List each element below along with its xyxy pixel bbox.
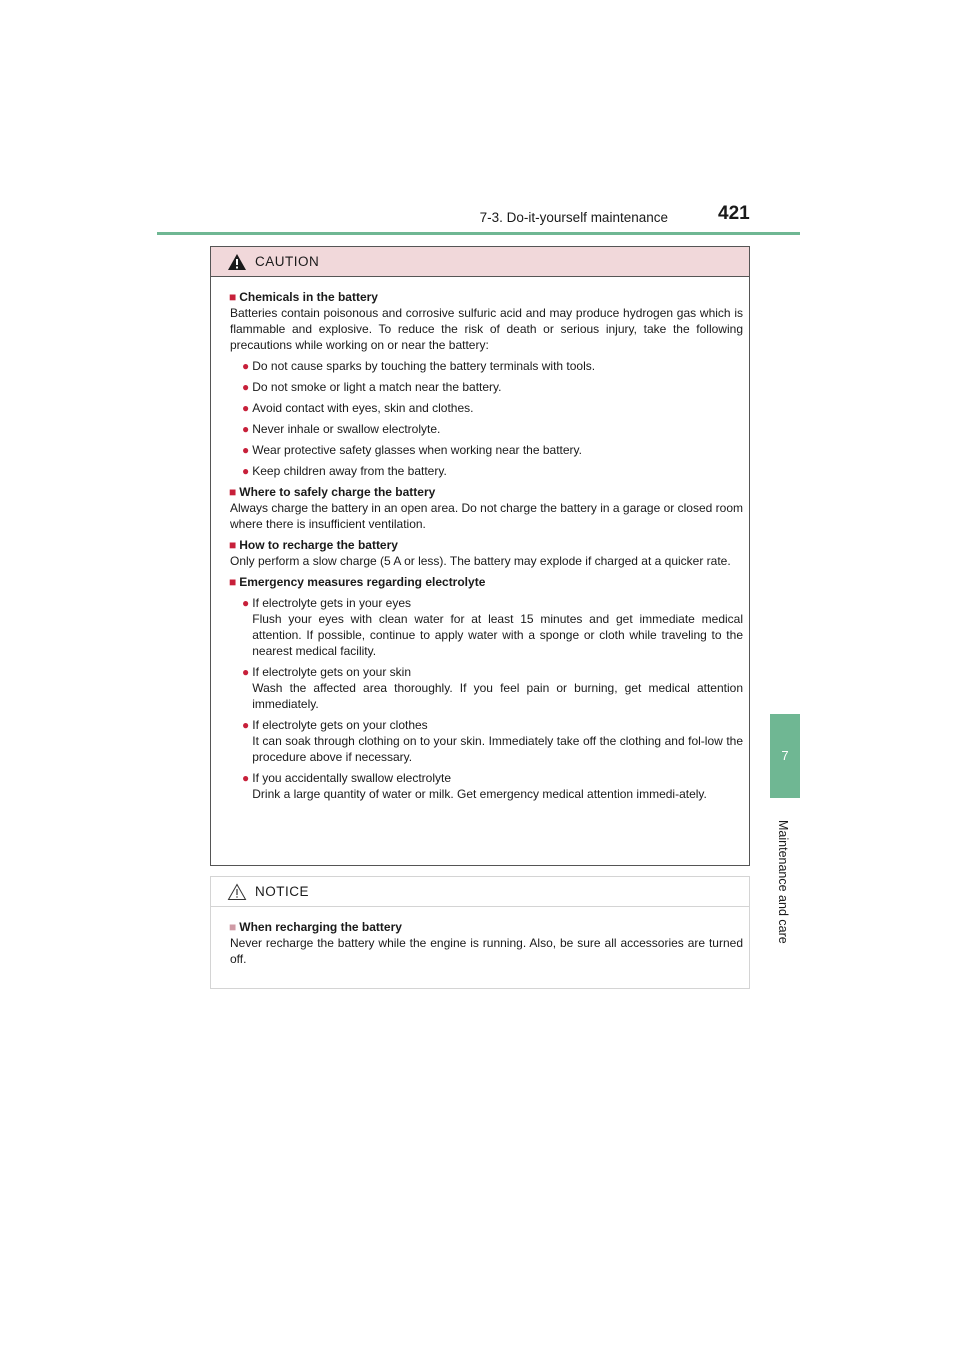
list-item: ● Do not smoke or light a match near the battery. [242,380,502,394]
list-item: ● If electrolyte gets on your clothes It can soak through clothing on to your skin. Immediately take off the clothing and fol-low the procedure above if necessary. [242,718,743,764]
caution-box [210,246,750,866]
list-item: ● If you accidentally swallow electrolyte Drink a large quantity of water or milk. Get emergency medical attention immedi-ately. [242,771,707,801]
section-title: ■ How to recharge the battery [229,538,398,552]
caution-header [211,247,749,277]
section-title: ■ When recharging the battery [229,920,402,934]
section-title: ■ Where to safely charge the battery [229,485,436,499]
list-item: ● If electrolyte gets in your eyes Flush your eyes with clean water for at least 15 minutes and get immediate medical attention. If possible, continue to apply water with a sponge or cloth while traveling to the nearest medical facility. [242,596,743,658]
notice-box [210,876,750,989]
notice-label: NOTICE [255,884,310,899]
list-item: ● Avoid contact with eyes, skin and clothes. [242,401,474,415]
header-section-title: 7-3. Do-it-yourself maintenance [479,210,668,225]
header-rule [157,232,800,235]
warning-triangle-outline-icon [227,883,247,901]
bullet-icon: ● [242,718,250,732]
bullet-icon: ● [242,422,250,436]
section-title: ■ Chemicals in the battery [229,290,378,304]
bullet-icon: ● [242,359,250,373]
bullet-icon: ● [242,443,250,457]
list-item: ● If electrolyte gets on your skin Wash the affected area thoroughly. If you feel pain or burning, get medical attention immediately. [242,665,743,711]
section-text: Never recharge the battery while the engine is running. Also, be sure all accessories are turned off. [230,936,743,966]
chapter-label: Maintenance and care [776,820,790,944]
section-text: Always charge the battery in an open area. Do not charge the battery in a garage or closed room where there is insufficient ventilation. [230,501,743,531]
section-title: ■ Emergency measures regarding electrolyte [229,575,486,589]
page-number: 421 [718,203,750,224]
bullet-icon: ● [242,380,250,394]
warning-triangle-icon [227,253,247,271]
bullet-icon: ● [242,596,250,610]
caution-label: CAUTION [255,254,320,269]
bullet-icon: ● [242,771,250,785]
section-text: Only perform a slow charge (5 A or less). The battery may explode if charged at a quicker rate. [230,554,731,568]
list-item: ● Wear protective safety glasses when working near the battery. [242,443,582,457]
bullet-icon: ● [242,401,250,415]
notice-body [211,907,749,967]
caution-body [211,277,749,802]
list-item: ● Never inhale or swallow electrolyte. [242,422,441,436]
notice-header [211,877,749,907]
chapter-tab: 7 [770,714,800,798]
bullet-icon: ● [242,464,250,478]
section-text: Batteries contain poisonous and corrosive sulfuric acid and may produce hydrogen gas which is flammable and explosive. To reduce the risk of death or serious injury, take the following precautions while working on or near the battery: [230,306,743,352]
list-item: ● Do not cause sparks by touching the battery terminals with tools. [242,359,596,373]
bullet-icon: ● [242,665,250,679]
list-item: ● Keep children away from the battery. [242,464,447,478]
